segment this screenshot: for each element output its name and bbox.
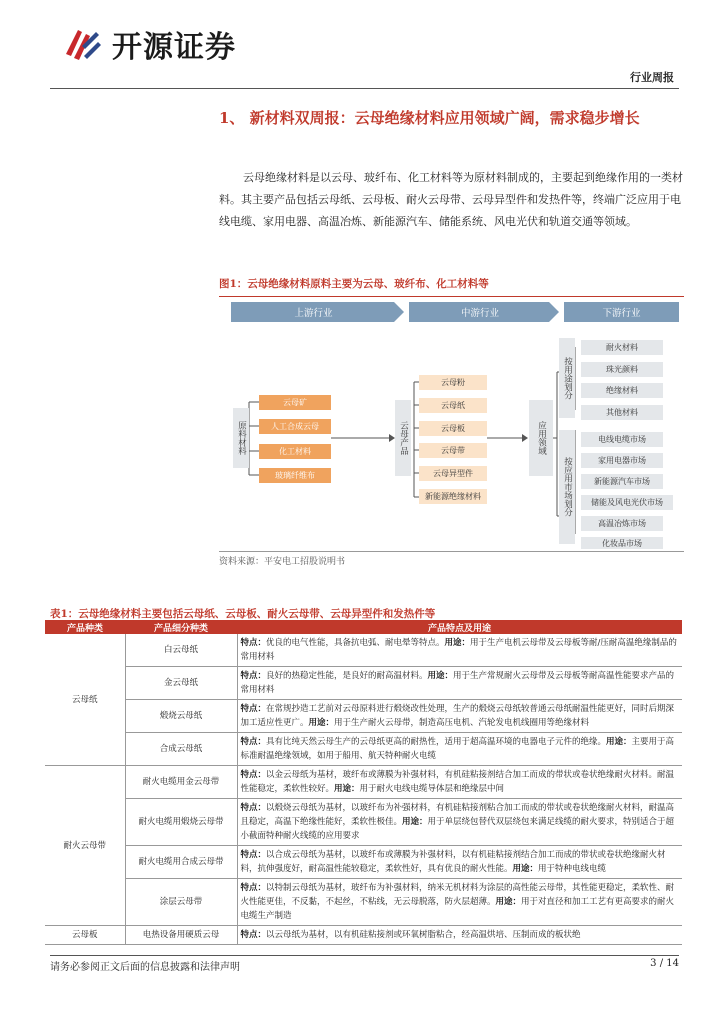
feature-label: 特点： (240, 704, 267, 714)
report-type: 行业周报 (630, 71, 674, 84)
feature-text: 良好的热稳定性能，是良好的耐高温材料。 (266, 671, 428, 681)
raw-item: 玻璃纤维布 (259, 468, 331, 483)
table-title: 表1：云母绝缘材料主要包括云母纸、云母板、耐火云母带、云母异型件和发热件等 (50, 608, 436, 620)
feature-text: 以煅烧云母纸为基材，以玻纤布为补强材料，有机硅粘接剂粘合加工而成的带状或卷状绝缘耐火材料，耐温高且稳定，高温下绝缘性能好，柔软性极佳。 (240, 803, 675, 827)
feature-cell (237, 879, 682, 926)
market-item: 化妆品市场 (581, 537, 663, 549)
domain-label: 应用领域 (529, 400, 553, 476)
raw-item: 人工合成云母 (259, 419, 331, 434)
subtype-cell: 电热设备用硬质云母 (125, 926, 237, 945)
feature-label: 特点： (240, 638, 267, 648)
use-label: 用途： (308, 718, 335, 728)
market-item: 电线电缆市场 (581, 432, 663, 447)
feature-cell (237, 926, 682, 945)
stage-upstream: 上游行业 (294, 308, 333, 319)
market-item: 新能源汽车市场 (581, 474, 663, 489)
feature-cell (237, 700, 682, 733)
market-item: 高温冶炼市场 (581, 516, 663, 531)
feature-cell (237, 733, 682, 766)
feature-cell (237, 766, 682, 799)
raw-item: 化工材料 (259, 444, 331, 459)
use-label: 用途： (402, 817, 428, 827)
feature-label: 特点： (240, 850, 267, 860)
feature-text: 以合成云母纸为基材，以玻纤布或薄膜为补强材料，以有机硅粘接剂结合加工而成的带状或卷状绝缘耐火材料，抗伸强度好，耐高温性能较稳定，柔软性好，具有优良的耐火性能。 (240, 850, 666, 874)
figure-source: 资料来源：平安电工招股说明书 (219, 551, 684, 567)
subtype-cell: 金云母纸 (125, 667, 237, 700)
table-row (45, 846, 682, 879)
feature-cell (237, 634, 682, 667)
feature-cell (237, 799, 682, 846)
product-label: 云母产品 (395, 400, 411, 476)
table-row (45, 634, 682, 667)
table-header-cell: 产品特点及用途 (237, 620, 682, 634)
subtype-cell: 白云母纸 (125, 634, 237, 667)
table-row (45, 879, 682, 926)
product-item: 云母异型件 (419, 466, 487, 481)
use-label: 用途： (427, 671, 454, 681)
table-row (45, 926, 682, 945)
use-text: 主要用于高标准耐温绝缘领域，如用于船用、航天特种耐火电缆 (240, 737, 675, 761)
table-row (45, 700, 682, 733)
table-row (45, 667, 682, 700)
use-label: 用途： (444, 638, 471, 648)
category-cell: 云母纸 (45, 634, 125, 766)
figure-title: 图1：云母绝缘材料原料主要为云母、玻纤布、化工材料等 (219, 276, 684, 297)
by-market-label: 按应用市场划分 (559, 430, 575, 544)
market-item: 家用电器市场 (581, 453, 663, 468)
feature-text: 以金云母纸为基材，玻纤布或薄膜为补强材料，有机硅粘接剂结合加工而成的带状或卷状绝缘耐火材料。耐温性能稳定，柔软性较好。 (240, 770, 675, 794)
product-table (45, 620, 682, 945)
disclaimer: 请务必参阅正文后面的信息披露和法律声明 (50, 962, 240, 973)
subtype-cell: 合成云母纸 (125, 733, 237, 766)
section-title: 1、 新材料双周报：云母绝缘材料应用领域广阔，需求稳步增长 (219, 109, 640, 127)
use-text: 用于生产常规耐火云母带及云母板等耐高温性能要求产品的常用材料 (240, 671, 675, 695)
use-text: 用于对直径和加工工艺有更高要求的耐火电缆生产制造 (240, 897, 675, 921)
feature-label: 特点： (240, 737, 267, 747)
use-item: 耐火材料 (581, 340, 663, 355)
feature-label: 特点： (240, 770, 267, 780)
use-text: 用于生产电机云母带及云母板等耐/压耐高温绝缘制品的常用材料 (240, 638, 677, 662)
use-item: 珠光颜料 (581, 362, 663, 377)
feature-text: 具有比纯天然云母生产的云母纸更高的耐热性，适用于超高温环境的电器电子元件的绝缘。 (266, 737, 607, 747)
feature-text: 以云母纸为基材，以有机硅粘接剂或环氧树脂粘合，经高温烘培、压制而成的板状绝 (266, 930, 581, 940)
table-row (45, 766, 682, 799)
table-header-cell: 产品种类 (45, 620, 125, 634)
use-text: 用于单层绕包替代双层绕包来满足线缆的耐火要求，特别适合于超小截面特种耐火线缆的应用要求 (240, 817, 675, 841)
raw-label: 原料材料 (233, 408, 249, 468)
table-header-cell: 产品细分种类 (125, 620, 237, 634)
product-item: 新能源绝缘材料 (419, 489, 487, 504)
use-label: 用途： (606, 737, 632, 747)
product-item: 云母粉 (419, 375, 487, 390)
use-text: 用于生产耐火云母带，制造高压电机、汽轮发电机线圈用等绝缘材料 (334, 718, 590, 728)
market-item: 储能及风电光伏市场 (581, 495, 673, 510)
subtype-cell: 耐火电缆用金云母带 (125, 766, 237, 799)
subtype-cell: 煅烧云母纸 (125, 700, 237, 733)
use-text: 用于耐火电线电缆导体层和绝缘层中间 (359, 784, 505, 794)
product-item: 云母纸 (419, 398, 487, 413)
feature-label: 特点： (240, 671, 267, 681)
section-paragraph: 云母绝缘材料是以云母、玻纤布、化工材料等为原材料制成的，主要起到绝缘作用的一类材料。其主要产品包括云母纸、云母板、耐火云母带、云母异型件和发热件等，终端广泛应用于电线电缆、家用电器、高温冶炼、新能源汽车、储能系统、风电光伏和轨道交通等领域。 (219, 171, 683, 228)
page-number: 3 / 14 (650, 958, 679, 969)
logo-icon (62, 24, 102, 64)
subtype-cell: 耐火电缆用合成云母带 (125, 846, 237, 879)
use-label: 用途： (334, 784, 360, 794)
use-label: 用途： (495, 897, 522, 907)
by-use-label: 按用途划分 (559, 338, 575, 418)
subtype-cell: 涂层云母带 (125, 879, 237, 926)
use-label: 用途： (512, 864, 539, 874)
stage-midstream: 中游行业 (460, 308, 499, 319)
industry-chain-diagram (219, 300, 684, 550)
product-item: 云母带 (419, 443, 487, 458)
product-item: 云母板 (419, 421, 487, 436)
feature-label: 特点： (240, 803, 267, 813)
feature-text: 以特制云母纸为基材，玻纤布为补强材料，纳米无机材料为涂层的高性能云母带，其性能更稳定，柔软性、耐火性能更佳，不反黏，不起丝，不粘线，无云母脱落，防火层超薄。 (240, 883, 675, 907)
page-footer (50, 955, 679, 973)
subtype-cell: 耐火电缆用煅烧云母带 (125, 799, 237, 846)
category-cell: 耐火云母带 (45, 766, 125, 926)
feature-cell (237, 667, 682, 700)
table-row (45, 733, 682, 766)
raw-item: 云母矿 (259, 395, 331, 410)
feature-label: 特点： (240, 883, 267, 893)
brand-logo (62, 22, 236, 66)
header-divider (50, 88, 679, 89)
use-text: 用于特种电线电缆 (538, 864, 607, 874)
use-item: 绝缘材料 (581, 383, 663, 398)
feature-text: 在常规抄造工艺前对云母原料进行煅烧改性处理，生产的煅烧云母纸较普通云母纸耐温性能更好，同时后期深加工适应性更广。 (240, 704, 675, 728)
table-row (45, 799, 682, 846)
category-cell: 云母板 (45, 926, 125, 945)
table-header-row (45, 620, 682, 634)
feature-text: 优良的电气性能，具备抗电弧、耐电晕等特点。 (266, 638, 445, 648)
use-item: 其他材料 (581, 405, 663, 420)
stage-downstream: 下游行业 (602, 308, 641, 319)
feature-label: 特点： (240, 930, 267, 940)
feature-cell (237, 846, 682, 879)
brand-name: 开源证券 (112, 30, 236, 65)
